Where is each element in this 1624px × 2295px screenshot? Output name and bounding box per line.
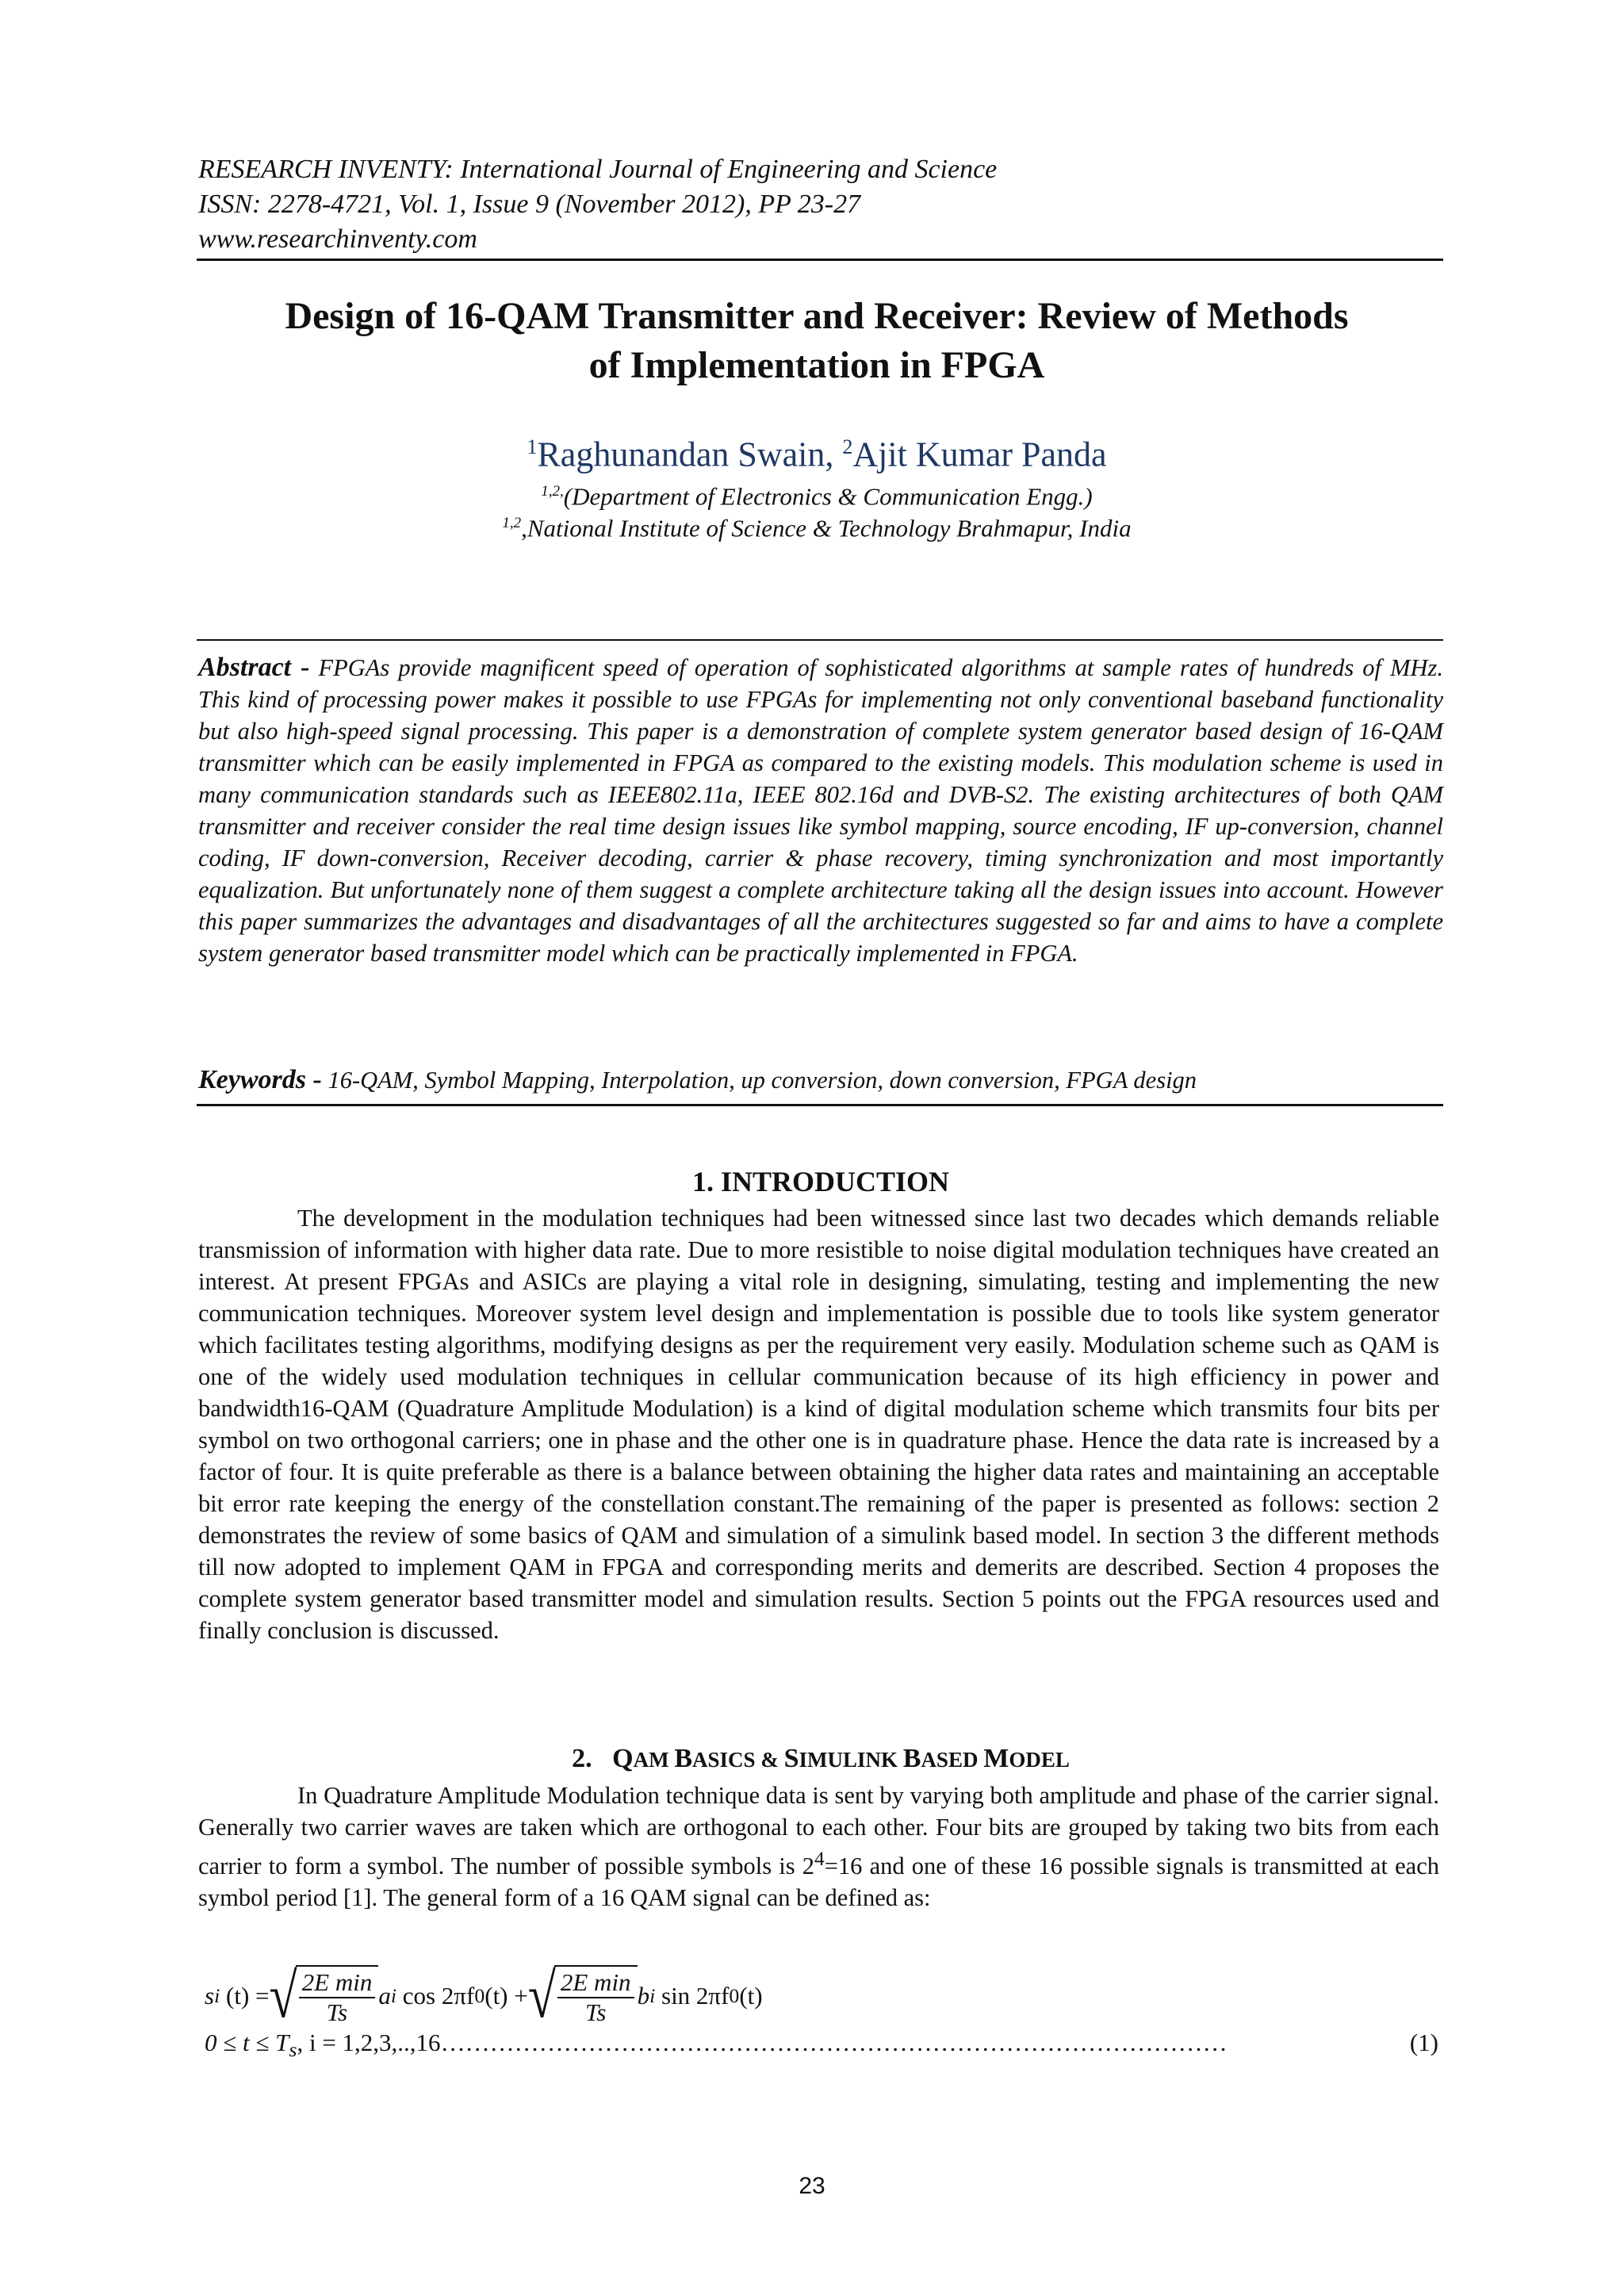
heading-cap: Q [612,1744,634,1773]
exponent: 4 [814,1848,825,1870]
fraction-denominator: Ts [584,1998,607,2026]
eq-condition-range: , i = 1,2,3,..,16 [297,2029,441,2056]
author-2-marker: 2 [842,435,853,458]
affiliation-1-text: (Department of Electronics & Communication Engg.) [563,482,1093,511]
abstract [198,652,1443,969]
heading-small-caps: ASICS & [692,1748,784,1772]
abstract-bottom-rule [197,1104,1443,1106]
heading-small-caps: IMULINK [799,1748,903,1772]
section-2-text-b: =16 and one of these 16 possible signals is transmitted at each symbol period [1]. The general form of a 16 QAM signal can be defined as: [198,1852,1439,1912]
title-line-1: Design of 16-QAM Transmitter and Receiver: Review of Methods [285,295,1349,337]
abstract-label: Abstract - [198,653,310,682]
fraction-numerator: 2E min [299,1968,376,1998]
affiliation-1-marker: 1,2, [541,483,564,500]
abstract-text: FPGAs provide magnificent speed of operation of sophisticated algorithms at sample rates of hundreds of MHz. This kind of processing power makes it possible to use FPGAs for implementing not only conventional baseband functionality but also high-speed signal processing. This paper is a demonstration of complete system generator based design of 16-QAM transmitter which can be easily implemented in FPGA as compared to the existing models. This modulation scheme is used in many communication standards such as IEEE802.11a, IEEE 802.16d and DVB-S2. The existing architectures of both QAM transmitter and receiver consider the real time design issues like symbol mapping, source encoding, IF up-conversion, channel coding, IF down-conversion, Receiver decoding, carrier & phase recovery, timing synchronization and most importantly equalization. But unfortunately none of them suggest a complete architecture taking all the design issues into account. However this paper summarizes the advantages and disadvantages of all the architectures suggested so far and aims to have a complete system generator based transmitter model which can be practically implemented in FPGA. [198,654,1443,967]
eq-subscript: 0 [474,1984,485,2007]
fraction-numerator: 2E min [557,1968,634,1998]
paper-title [159,292,1475,390]
fraction-denominator: Ts [326,1998,348,2026]
author-1-name: Raghunandan Swain, [537,435,834,474]
equation-condition-line [205,2029,1438,2062]
eq-subscript: i [649,1984,656,2007]
author-list [159,425,1475,477]
journal-issn: ISSN: 2278-4721, Vol. 1, Issue 9 (November 2012), PP 23-27 [198,190,861,219]
journal-name: RESEARCH INVENTY: International Journal of Engineering and Science [198,155,998,184]
keywords-label: Keywords - [198,1065,322,1094]
radicand [296,1965,379,2027]
heading-cap: M [983,1744,1009,1773]
radical-sign: √ [527,1960,556,2031]
fraction [299,1968,376,2027]
keywords [198,1064,1443,1096]
title-line-2: of Implementation in FPGA [588,344,1045,386]
radicand [554,1965,638,2027]
eq-leader-dots: …………………………………………………………………………………… [440,2029,1228,2056]
eq-symbol: s [205,1982,215,2010]
eq-lhs-arg: (t) = [226,1982,270,2010]
section-1-heading: 1. INTRODUCTION [691,1166,950,1197]
eq-condition: 0 ≤ t ≤ T [205,2029,289,2056]
heading-small-caps: ASED [921,1748,984,1772]
heading-small-caps: ODEL [1009,1748,1070,1772]
abstract-top-rule [197,639,1443,641]
journal-url[interactable]: www.researchinventy.com [198,224,477,254]
section-2-body [198,1780,1439,1914]
eq-subscript: s [289,2038,297,2062]
equation-1 [205,1957,1442,2068]
page-number: 23 [799,2173,825,2199]
section-1-body: The development in the modulation techniques had been witnessed since last two decades which demands reliable transmission of information with higher data rate. Due to more resistible to noise digital modulation techniques have created an interest. At present FPGAs and ASICs are playing a vital role in designing, simulating, testing and implementing the new communication techniques. Moreover system level design and implementation is possible due to tools like system generator which facilitates testing algorithms, modifying designs as per the requirement very easily. Modulation scheme such as QAM is one of the widely used modulation techniques in cellular communication because of its high efficiency in power and bandwidth16-QAM (Quadrature Amplitude Modulation) is a kind of digital modulation scheme which transmits four bits per symbol on two orthogonal carriers; one in phase and the other one is in quadrature phase. Hence the data rate is increased by a factor of four. It is quite preferable as there is a balance between obtaining the higher data rates and maintaining an acceptable bit error rate keeping the energy of the constellation constant.The remaining of the paper is presented as follows: section 2 demonstrates the review of some basics of QAM and simulation of a simulink based model. In section 3 the different methods till now adopted to implement QAM in FPGA and corresponding merits and demerits are described. Section 4 proposes the complete system generator based transmitter model and simulation results. Section 5 points out the FPGA resources used and finally conclusion is discussed. [198,1205,1439,1644]
section-2-number: 2. [572,1744,592,1773]
heading-cap: B [902,1744,921,1773]
author-2-name: Ajit Kumar Panda [852,435,1107,474]
heading-small-caps: AM [633,1748,675,1772]
section-2-text-a: In Quadrature Amplitude Modulation technique data is sent by varying both amplitude and phase of the carrier signal. Generally two carrier waves are taken which are orthogonal to each other. Four bits are grouped by taking two bits from each carrier to form a symbol. The number of possible symbols is 2 [198,1782,1439,1880]
eq-coef-a: a [378,1982,391,2010]
sqrt-term-2 [527,1960,638,2031]
running-header [198,152,1443,257]
eq-arg: (t) + [485,1982,528,2010]
section-2-heading [198,1741,1443,1777]
equation-number: (1) [1409,2029,1438,2056]
eq-subscript: 0 [729,1984,740,2007]
eq-subscript: i [390,1984,397,2007]
author-1-marker: 1 [527,435,538,458]
heading-cap: S [783,1744,799,1773]
affiliation-2-text: ,National Institute of Science & Technology Brahmapur, India [521,514,1132,542]
keywords-text: 16-QAM, Symbol Mapping, Interpolation, up conversion, down conversion, FPGA design [327,1067,1197,1094]
eq-coef-b: b [637,1982,650,2010]
heading-cap: B [674,1744,693,1773]
eq-subscript: i [214,1984,220,2007]
radical-sign: √ [269,1960,297,2031]
eq-arg: (t) [739,1982,763,2010]
sqrt-term-1 [269,1960,379,2031]
equation-main-line [205,1960,763,2031]
fraction [557,1968,634,2027]
eq-cos-term: cos 2πf [402,1982,475,2010]
affiliation-2-marker: 1,2 [502,515,522,531]
eq-sin-term: sin 2πf [661,1982,730,2010]
header-rule [197,259,1443,261]
affiliation-institute [159,508,1475,544]
